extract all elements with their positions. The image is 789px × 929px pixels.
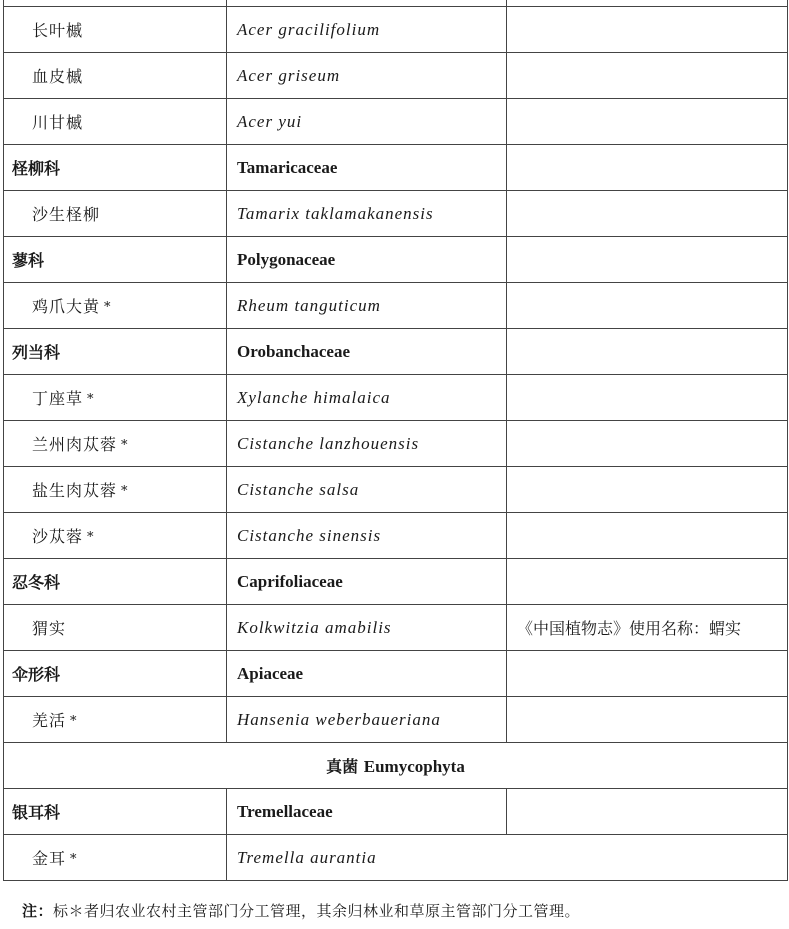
latin-name-cell: Hansenia weberbaueriana [227, 697, 507, 743]
chinese-name-cell: 沙生柽柳 [4, 191, 227, 237]
latin-name-cell: Kolkwitzia amabilis [227, 605, 507, 651]
remark-cell [507, 697, 788, 743]
asterisk-marker: * [121, 438, 129, 453]
table-row [4, 467, 788, 513]
table-row [4, 7, 788, 53]
group-header-cell [4, 743, 788, 789]
remark-cell [507, 53, 788, 99]
remark-cell [507, 559, 788, 605]
latin-name-cell: Cistanche sinensis [227, 513, 507, 559]
remark-cell [507, 7, 788, 53]
chinese-name-cell: 羌活 * [4, 697, 227, 743]
asterisk-marker: * [70, 714, 78, 729]
chinese-name-cell: 金耳 * [4, 835, 227, 881]
table-row [4, 283, 788, 329]
table-row [4, 605, 788, 651]
family-chinese-name: 伞形科 [4, 651, 227, 697]
group-chinese-name: 真菌 [326, 757, 359, 776]
asterisk-marker: * [121, 484, 129, 499]
chinese-name-cell: 丁座草 * [4, 375, 227, 421]
footnote-label: 注： [22, 902, 54, 920]
remark-cell [507, 375, 788, 421]
family-latin-name: Apiaceae [227, 651, 507, 697]
table-row [4, 375, 788, 421]
asterisk-marker: * [87, 530, 95, 545]
group-latin-name: Eumycophyta [363, 757, 465, 776]
remark-cell [507, 191, 788, 237]
group-header-row [4, 743, 788, 789]
family-latin-name: Tamaricaceae [227, 145, 507, 191]
remark-cell [507, 467, 788, 513]
chinese-name-cell: 血皮槭 [4, 53, 227, 99]
chinese-name-cell: 川甘槭 [4, 99, 227, 145]
asterisk-marker: * [87, 392, 95, 407]
chinese-name-cell: 猬实 [4, 605, 227, 651]
remark-cell [507, 99, 788, 145]
table-row [4, 191, 788, 237]
family-row [4, 329, 788, 375]
latin-name-cell: Acer yui [227, 99, 507, 145]
family-chinese-name: 银耳科 [4, 789, 227, 835]
remark-cell [507, 329, 788, 375]
remark-cell [507, 283, 788, 329]
table-row [4, 53, 788, 99]
remark-cell [507, 237, 788, 283]
family-row [4, 789, 788, 835]
family-chinese-name: 蓼科 [4, 237, 227, 283]
table-row [4, 835, 788, 881]
table-row [4, 513, 788, 559]
chinese-name-cell: 兰州肉苁蓉 * [4, 421, 227, 467]
latin-name-cell: Acer griseum [227, 53, 507, 99]
family-chinese-name: 柽柳科 [4, 145, 227, 191]
chinese-name-cell: 盐生肉苁蓉 * [4, 467, 227, 513]
family-latin-name: Orobanchaceae [227, 329, 507, 375]
chinese-name-cell: 沙苁蓉 * [4, 513, 227, 559]
footnote-text: 标＊者归农业农村主管部门分工管理，其余归林业和草原主管部门分工管理。 [53, 902, 581, 920]
family-latin-name: Caprifoliaceae [227, 559, 507, 605]
remark-cell [507, 145, 788, 191]
table-footnote [22, 900, 580, 921]
table-row [4, 421, 788, 467]
latin-name-cell: Cistanche lanzhouensis [227, 421, 507, 467]
chinese-name-cell: 长叶槭 [4, 7, 227, 53]
latin-name-cell: Cistanche salsa [227, 467, 507, 513]
latin-name-cell: Rheum tanguticum [227, 283, 507, 329]
family-chinese-name: 忍冬科 [4, 559, 227, 605]
family-row [4, 145, 788, 191]
remark-cell [507, 651, 788, 697]
species-table-container [3, 0, 787, 881]
remark-cell [507, 789, 788, 835]
family-chinese-name: 列当科 [4, 329, 227, 375]
family-row [4, 559, 788, 605]
table-row [4, 697, 788, 743]
family-latin-name: Tremellaceae [227, 789, 507, 835]
table-row [4, 99, 788, 145]
asterisk-marker: * [104, 300, 112, 315]
latin-name-cell: Tremella aurantia [227, 835, 788, 881]
latin-name-cell: Tamarix taklamakanensis [227, 191, 507, 237]
protected-species-table [3, 0, 788, 881]
chinese-name-cell: 鸡爪大黄 * [4, 283, 227, 329]
family-row [4, 651, 788, 697]
remark-cell: 《中国植物志》使用名称：蝟实 [507, 605, 788, 651]
family-row [4, 237, 788, 283]
remark-cell [507, 513, 788, 559]
remark-cell [507, 421, 788, 467]
latin-name-cell: Acer gracilifolium [227, 7, 507, 53]
latin-name-cell: Xylanche himalaica [227, 375, 507, 421]
family-latin-name: Polygonaceae [227, 237, 507, 283]
asterisk-marker: * [70, 852, 78, 867]
